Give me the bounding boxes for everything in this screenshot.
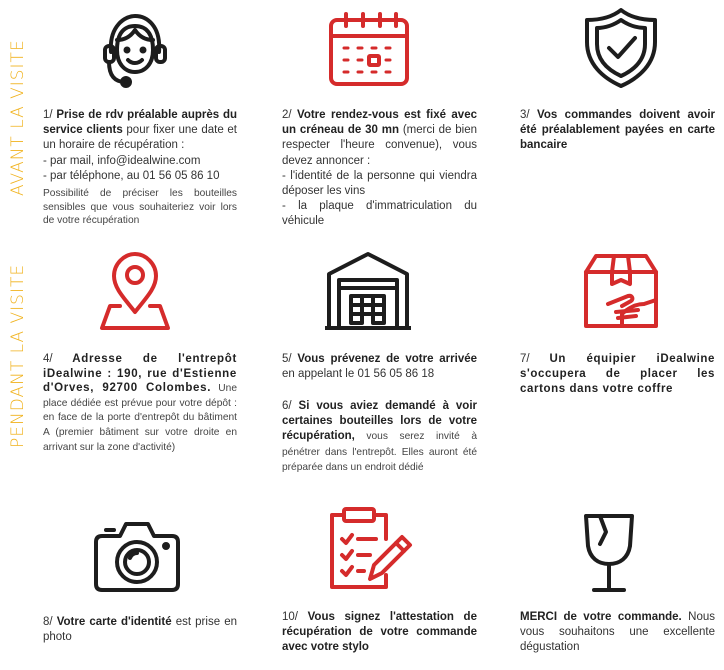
calendar-icon [326,10,412,90]
step-5-text: 5/ Vous prévenez de votre arrivée en appelant le 01 56 05 86 18 [282,353,478,381]
box-hand-icon [580,250,662,332]
shield-check-icon [583,6,659,90]
step-10-text: 10/ Vous signez l'attestation de récupération de votre commande avec votre stylo [282,611,477,654]
wine-glass-icon [582,512,636,594]
closing-message: MERCI de votre commande. Nous vous souhaitons une excellente dégustation [520,611,715,654]
clipboard-pen-icon [328,505,414,593]
phase-label-during: PENDANT LA VISITE [8,263,28,448]
step-7-text: 7/ Un équipier iDealwine s'occupera de placer les cartons dans votre coffre [520,353,715,396]
step-1-text: 1/ Prise de rdv préalable auprès du service clients pour fixer une date et un horaire de récupération : - par mail, info@idealwine.com - par téléphone, au 01 56 05 86 10 [43,109,237,182]
camera-icon [92,518,182,594]
step-4-text: 4/ Adresse de l'entrepôt iDealwine : 190, rue d'Estienne d'Orves, 92700 Colombes. Une place dédiée est prévue pour votre dépôt : en face de la porte d'entrepôt du bâtiment A (premier bâtiment sur votre droite en arrivant sur la zone d'activité) [43,353,237,453]
warehouse-icon [325,250,411,332]
phase-label-before: AVANT LA VISITE [8,39,28,196]
step-1-note: Possibilité de préciser les bouteilles sensibles que vous souhaiteriez voir lors de votre récupération [43,188,237,227]
step-2-text: 2/ Votre rendez-vous est fixé avec un créneau de 30 mn (merci de bien respecter l'heure convenue), vous devez annoncer : - l'identité de la personne qui viendra déposer les vins - la plaque d'immatriculation du véhicule [282,109,478,228]
step-6-text: 6/ Si vous aviez demandé à voir certaines bouteilles lors de votre récupération, vous serez invité à pénétrer dans l'entrepôt. Elles auront été préparée dans un endroit dédié [282,400,477,473]
headset-agent-icon [95,10,175,90]
step-8-text: 8/ Votre carte d'identité est prise en photo [43,616,237,644]
step-3-text: 3/ Vos commandes doivent avoir été préalablement payées en carte bancaire [520,109,715,152]
map-pin-icon [98,250,172,332]
